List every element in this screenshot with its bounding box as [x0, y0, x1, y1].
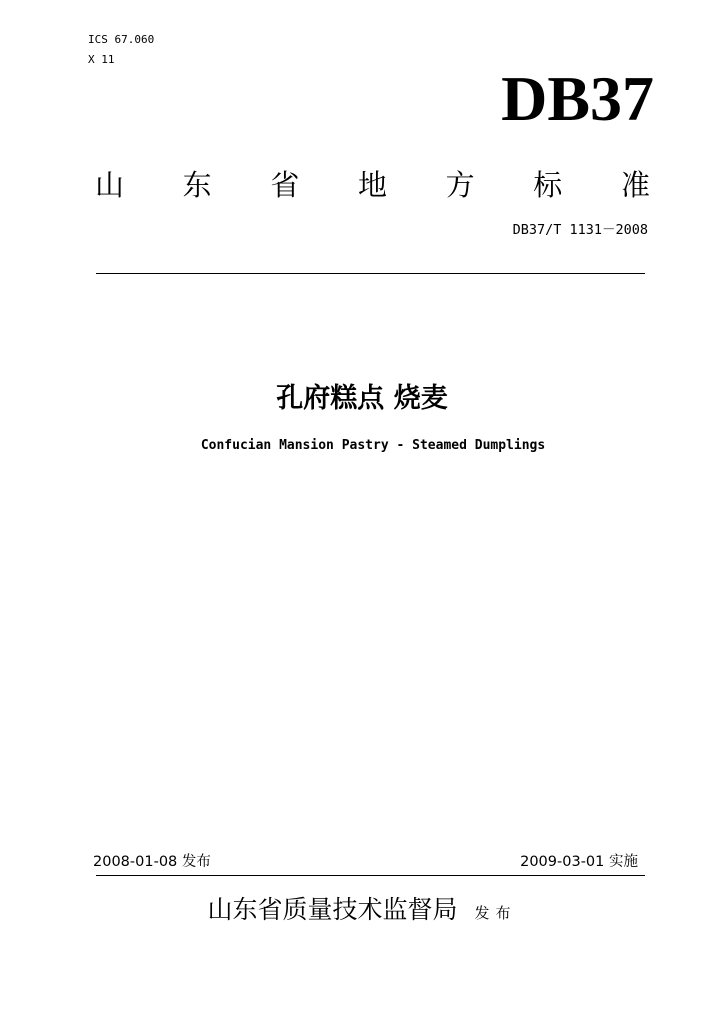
issue-date: 2008-01-08 发布 [93, 854, 211, 870]
standard-type-char: 标 [533, 168, 563, 202]
implementation-date: 2009-03-01 实施 [520, 854, 638, 870]
bottom-divider [96, 875, 645, 876]
top-divider [96, 273, 645, 274]
standard-number: DB37/T 1131－2008 [512, 222, 648, 238]
standard-type-char: 准 [620, 168, 650, 202]
publish-label: 发布 [474, 904, 517, 922]
standard-type-char: 省 [270, 168, 300, 202]
standard-type-char: 东 [182, 168, 212, 202]
standard-type-char: 山 [95, 168, 125, 202]
standard-type-heading [95, 166, 650, 204]
standard-type-char: 地 [357, 168, 387, 202]
standard-type-char: 方 [445, 168, 475, 202]
standard-code-logo: DB37 [501, 63, 654, 134]
document-title-chinese: 孔府糕点 烧麦 [276, 383, 448, 414]
document-title-english: Confucian Mansion Pastry - Steamed Dumplings [200, 438, 546, 453]
publisher-name: 山东省质量技术监督局 [207, 895, 458, 924]
ics-code: ICS 67.060 [88, 33, 155, 46]
classification-code: X 11 [88, 53, 115, 66]
publisher-line [0, 893, 724, 927]
